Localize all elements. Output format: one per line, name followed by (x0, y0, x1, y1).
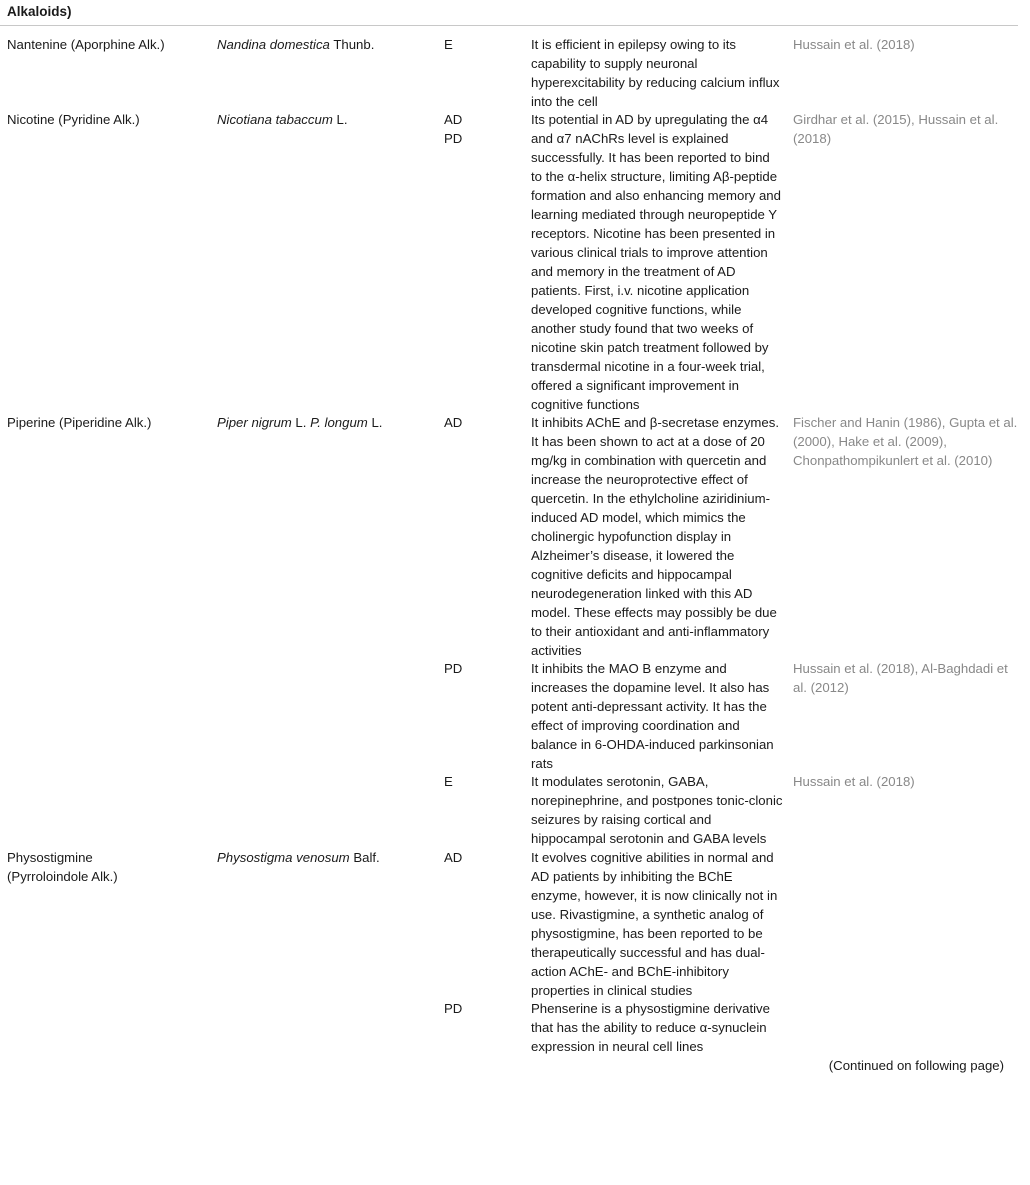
species-author: L. (367, 415, 383, 430)
mechanism-cell: It modulates serotonin, GABA, norepinephrine, and postpones tonic-clonic seizures by raising cortical and hippocampal serotonin and GABA levels (531, 774, 783, 846)
reference-cell: Hussain et al. (2018) (793, 774, 915, 789)
reference-cell: Hussain et al. (2018) (793, 37, 915, 52)
species-name: Piper nigrum (217, 415, 292, 430)
disease-code: PD (444, 1001, 463, 1016)
disease-cell (444, 999, 524, 1018)
compound-cell: Nantenine (Aporphine Alk.) (7, 37, 165, 52)
species-author: L. (332, 112, 348, 127)
source-cell (217, 110, 432, 129)
mechanism-cell: It is efficient in epilepsy owing to its capability to supply neuronal hyperexcitability by reducing calcium influx into the cell (531, 37, 780, 109)
mechanism-cell: It inhibits AChE and β-secretase enzymes. It has been shown to act at a dose of 20 mg/kg in combination with quercetin and increase the neuroprotective effect of quercetin. In the ethylcholine aziridinium-induced AD model, which mimics the cholinergic hypofunction display in Alzheimer’s disease, it lowered the cognitive deficits and hippocampal neurodegeneration linked with this AD model. These effects may possibly be due to their antioxidant and anti-inflammatory activities (531, 415, 780, 658)
mechanism-cell: It inhibits the MAO B enzyme and increases the dopamine level. It also has potent anti-depressant activity. It has the effect of improving coordination and balance in 6-OHDA-induced parkinsonian rats (531, 661, 774, 771)
compound-cell: Piperine (Piperidine Alk.) (7, 415, 152, 430)
disease-code: AD (444, 415, 463, 430)
section-heading: Alkaloids) (7, 4, 72, 19)
disease-cell (444, 110, 524, 148)
compound-cell: Physostigmine (Pyrroloindole Alk.) (7, 850, 118, 884)
disease-code: AD (444, 112, 463, 127)
disease-code: PD (444, 131, 463, 146)
disease-cell (444, 35, 524, 54)
reference-cell: Girdhar et al. (2015), Hussain et al. (2018) (793, 112, 999, 146)
mechanism-cell: Phenserine is a physostigmine derivative that has the ability to reduce α-synuclein expression in neural cell lines (531, 1001, 770, 1054)
mechanism-cell: Its potential in AD by upregulating the α4 and α7 nAChRs level is explained successfully. It has been reported to bind to the α-helix structure, limiting Aβ-peptide formation and also enhancing memory and learning mediated through neuropeptide Y receptors. Nicotine has been presented in various clinical trials to improve attention and memory in the treatment of AD patients. First, i.v. nicotine application developed cognitive functions, while another study found that two weeks of nicotine skin patch treatment followed by transdermal nicotine in a four-week trial, offered a significant improvement in cognitive functions (531, 112, 781, 412)
source-cell (217, 848, 432, 867)
disease-cell (444, 772, 524, 791)
disease-code: PD (444, 661, 463, 676)
reference-cell: Fischer and Hanin (1986), Gupta et al. (2000), Hake et al. (2009), Chonpathompikunlert et al. (2010) (793, 415, 1018, 468)
disease-cell (444, 659, 524, 678)
continued-note: (Continued on following page) (828, 1058, 1004, 1073)
disease-cell (444, 413, 524, 432)
disease-cell (444, 848, 524, 867)
disease-code: AD (444, 850, 463, 865)
source-cell (217, 35, 432, 54)
reference-cell: Hussain et al. (2018), Al-Baghdadi et al. (2012) (793, 661, 1008, 695)
species-name: Physostigma venosum (217, 850, 350, 865)
species-author: L. (291, 415, 311, 430)
mechanism-cell: It evolves cognitive abilities in normal and AD patients by inhibiting the BChE enzyme, however, it is now clinically not in use. Rivastigmine, a synthetic analog of physostigmine, has been reported to be therapeutically successful and has dual-action AChE- and BChE-inhibitory properties in clinical studies (531, 850, 778, 998)
species-name: Nicotiana tabaccum (217, 112, 333, 127)
compound-cell: Nicotine (Pyridine Alk.) (7, 112, 140, 127)
disease-code: E (444, 774, 453, 789)
species-name: Nandina domestica (217, 37, 330, 52)
disease-code: E (444, 37, 453, 52)
source-cell (217, 413, 432, 432)
species-author: Balf. (349, 850, 380, 865)
header-divider (0, 25, 1018, 26)
species-name: P. longum (310, 415, 368, 430)
species-author: Thunb. (329, 37, 375, 52)
